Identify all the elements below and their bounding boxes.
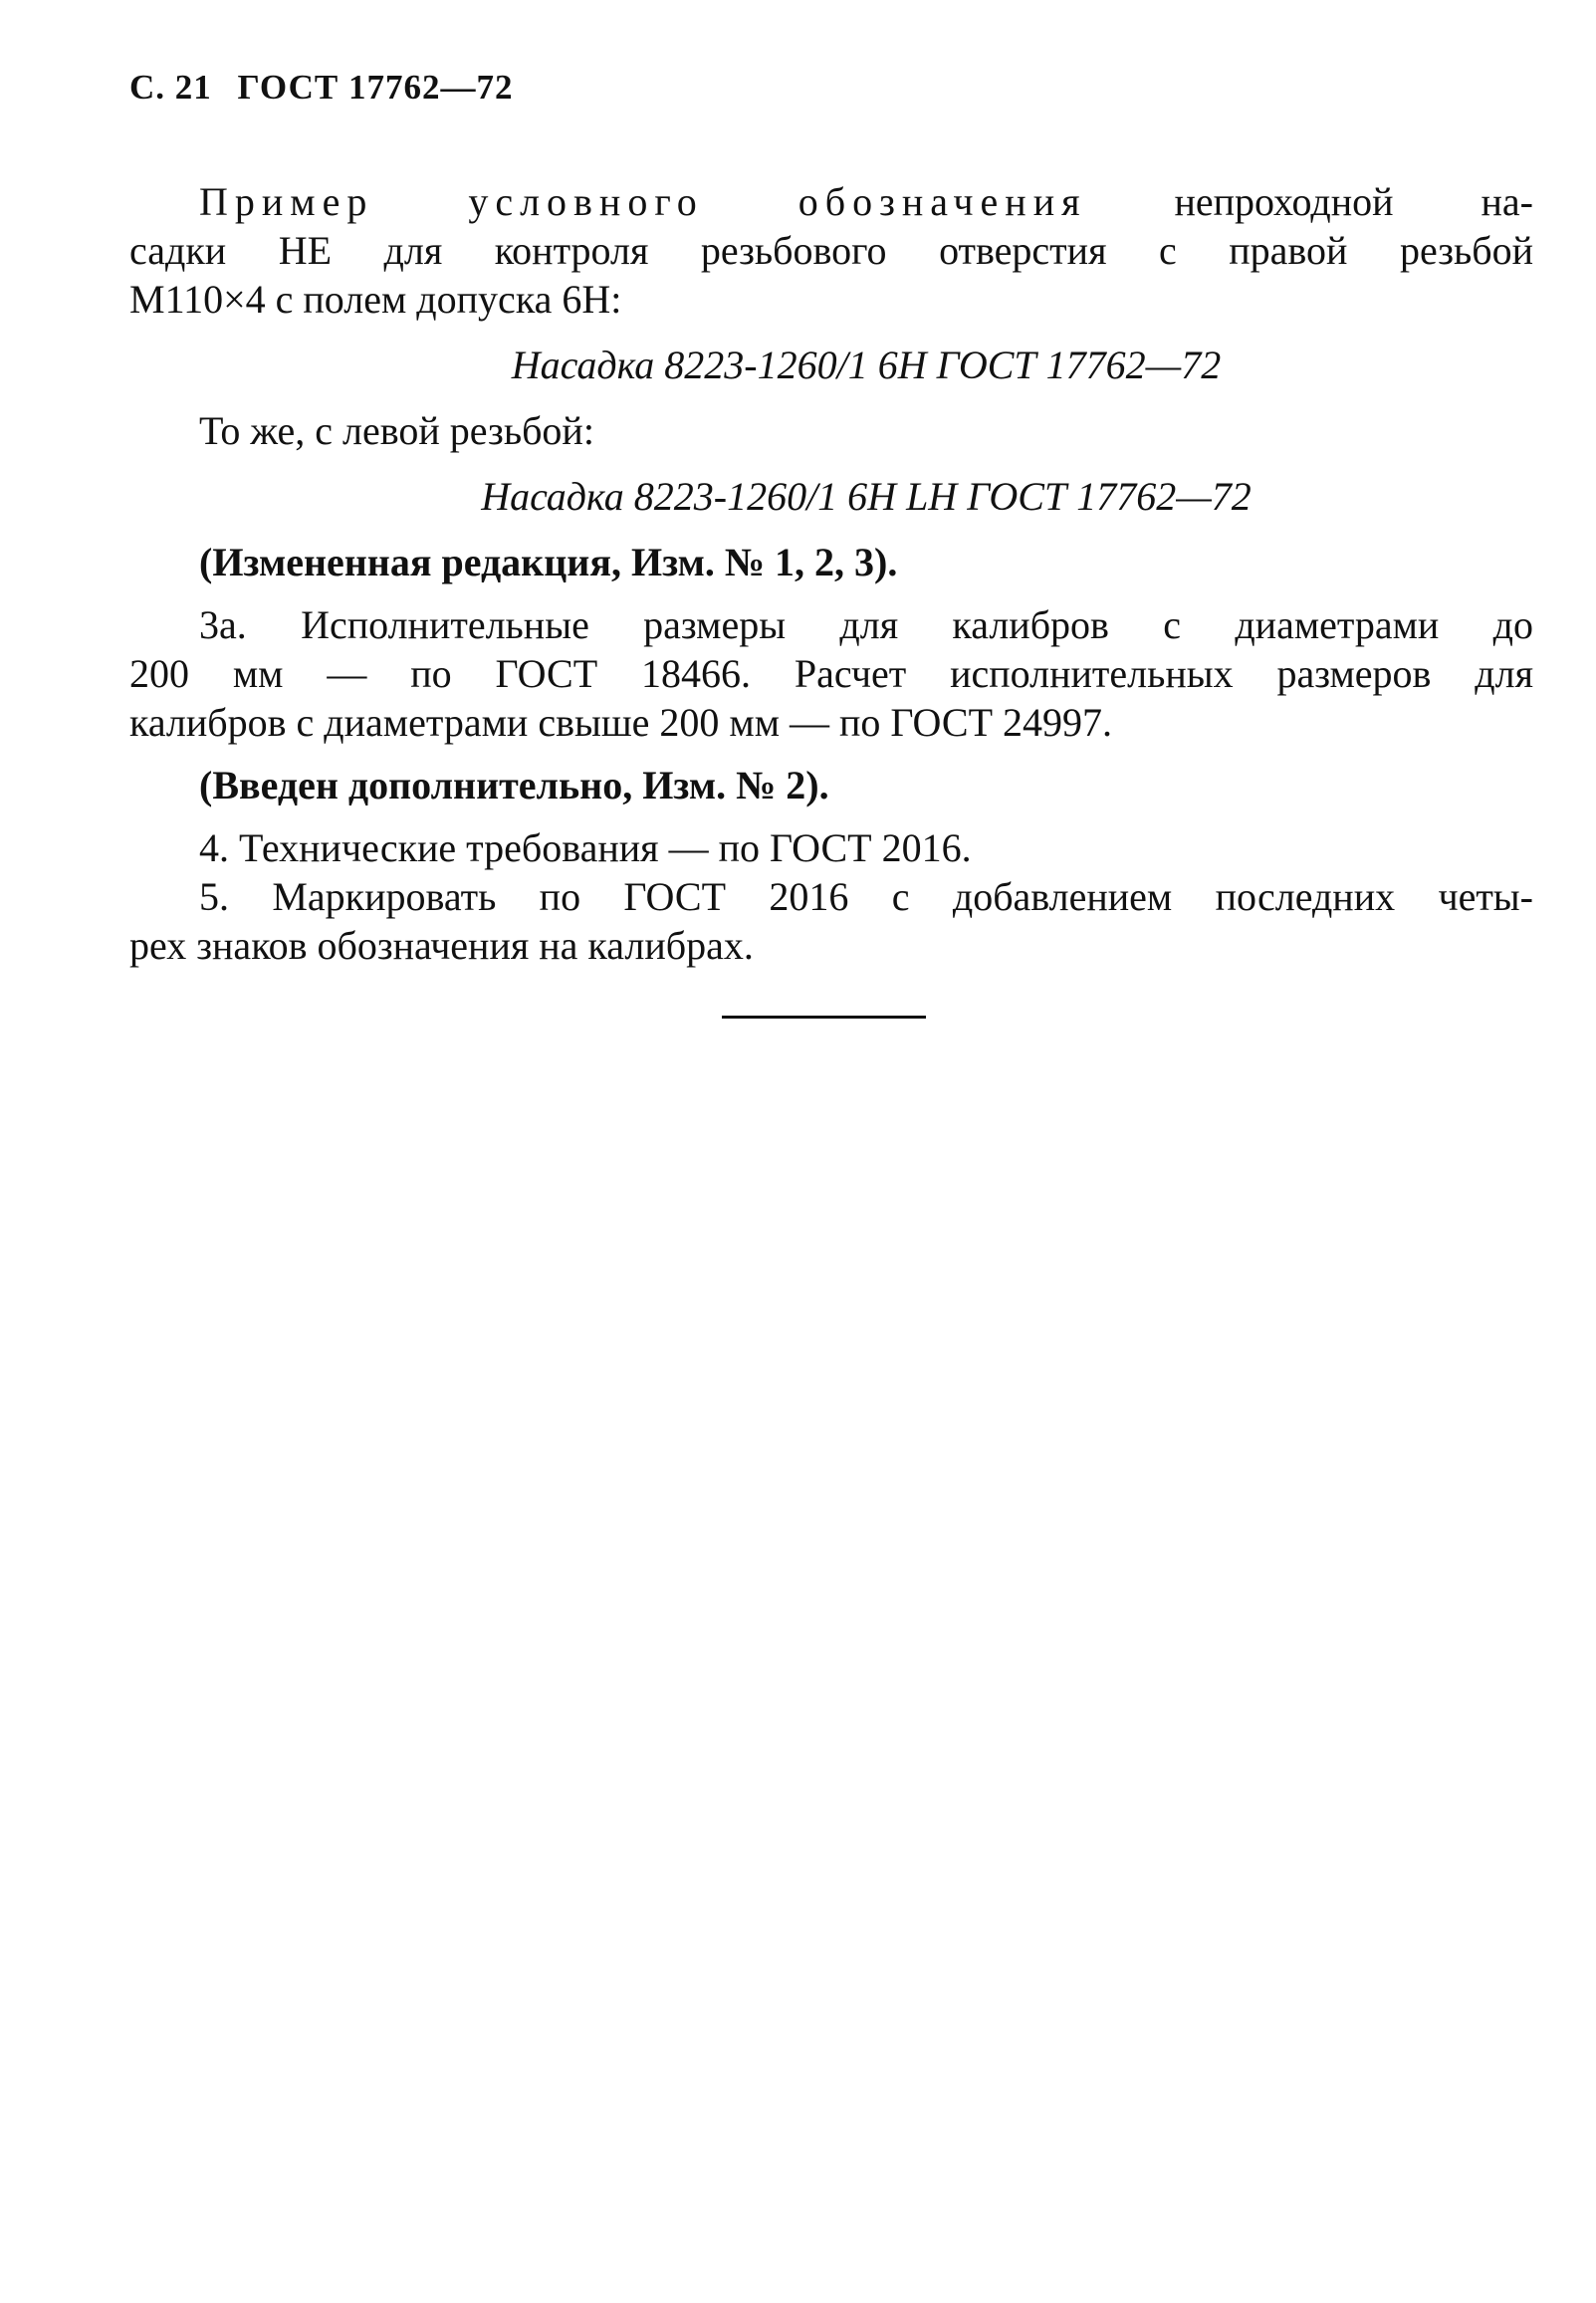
item-4: 4. Технические требования — по ГОСТ 2016. bbox=[199, 825, 972, 870]
item-5-line-2: рех знаков обозначения на калибрах. bbox=[129, 923, 754, 968]
item-3a bbox=[129, 600, 1533, 747]
example-line-3: М110×4 с полем допуска 6Н: bbox=[129, 277, 622, 322]
document-body bbox=[129, 177, 1533, 970]
example-spaced-lead: Пример условного обозначения bbox=[199, 179, 1087, 224]
item-5 bbox=[129, 872, 1533, 970]
item-5-line-1: 5. Маркировать по ГОСТ 2016 с добавлением последних четы- bbox=[199, 874, 1533, 919]
item-3a-line-1: 3а. Исполнительные размеры для калибров с диаметрами до bbox=[199, 602, 1533, 647]
amendment-note-1: (Измененная редакция, Изм. № 1, 2, 3). bbox=[199, 540, 898, 584]
example-line-2: садки НЕ для контроля резьбового отверстия с правой резьбой bbox=[129, 228, 1533, 273]
example-paragraph bbox=[129, 177, 1533, 324]
example-line-1-rest: непроходной на- bbox=[1174, 179, 1533, 224]
item-3a-line-3: калибров с диаметрами свыше 200 мм — по ГОСТ 24997. bbox=[129, 700, 1113, 745]
standard-code: ГОСТ 17762—72 bbox=[237, 68, 514, 107]
running-head bbox=[129, 68, 1533, 108]
designation-left-thread: Насадка 8223-1260/1 6Н LH ГОСТ 17762—72 bbox=[481, 474, 1252, 519]
example-line-1 bbox=[129, 177, 1533, 226]
designation-right-thread: Насадка 8223-1260/1 6Н ГОСТ 17762—72 bbox=[511, 343, 1222, 387]
left-thread-label: То же, с левой резьбой: bbox=[199, 408, 594, 453]
end-rule bbox=[722, 1016, 926, 1019]
item-3a-line-2: 200 мм — по ГОСТ 18466. Расчет исполнительных размеров для bbox=[129, 651, 1533, 696]
document-page bbox=[129, 68, 1533, 970]
amendment-note-2: (Введен дополнительно, Изм. № 2). bbox=[199, 763, 829, 807]
page-number: С. 21 bbox=[129, 68, 212, 107]
